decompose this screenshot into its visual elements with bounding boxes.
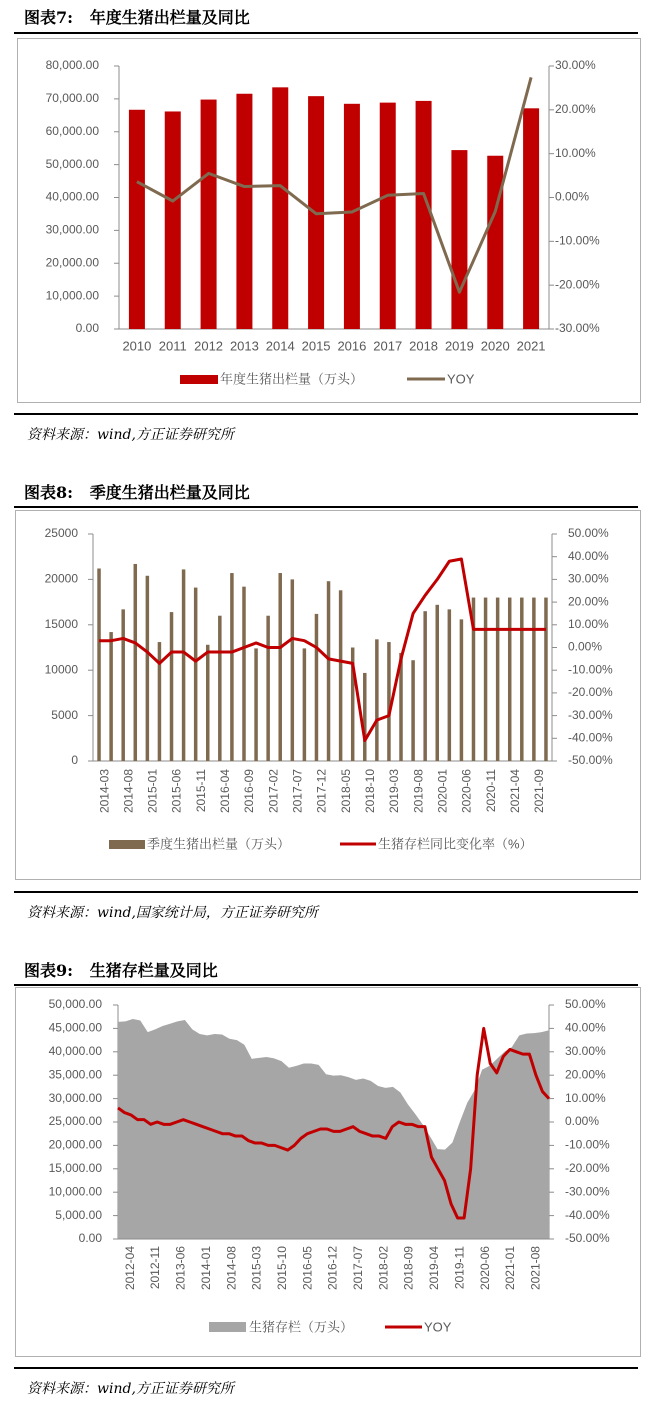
chart7-x-tick-label: 2011 <box>158 338 187 354</box>
figure-7-source: 资料来源：wind,方正证券研究所 <box>27 427 234 443</box>
chart8-x-tick-label: 2017-07 <box>290 769 305 814</box>
quarterly-output-bar <box>544 598 548 761</box>
chart9-y2-tick-label: 30.00% <box>565 1043 606 1058</box>
chart7-y2-tick-label: -20.00% <box>555 277 600 292</box>
chart9-x-tick-label: 2019-04 <box>427 1246 442 1291</box>
chart8-x-tick-label: 2018-10 <box>362 769 377 814</box>
quarterly-output-bar <box>532 598 536 761</box>
chart8-y2-tick-label: -30.00% <box>568 707 613 722</box>
quarterly-output-bar <box>448 609 452 761</box>
chart9-y-tick-label: 25,000.00 <box>48 1114 102 1129</box>
quarterly-output-bar <box>134 564 138 761</box>
chart9-y-tick-label: 40,000.00 <box>48 1043 102 1058</box>
chart8-y-tick-label: 5000 <box>51 707 78 722</box>
chart7-y2-tick-label: -30.00% <box>555 321 600 336</box>
chart9-x-tick-label: 2014-08 <box>224 1246 239 1291</box>
quarterly-output-bar <box>327 581 331 761</box>
chart9-y2-tick-label: -10.00% <box>565 1137 610 1152</box>
chart9-x-tick-label: 2019-11 <box>452 1246 467 1290</box>
legend-bar-label: 季度生猪出栏量（万头） <box>147 836 291 852</box>
chart7-y2-tick-label: 10.00% <box>555 145 596 160</box>
annual-output-bar <box>487 156 503 329</box>
chart8-y2-tick-label: 50.00% <box>568 526 609 541</box>
chart7-y2-tick-label: 0.00% <box>555 189 590 204</box>
quarterly-output-bar <box>436 605 440 761</box>
chart8-y-tick-label: 0 <box>71 753 78 768</box>
chart9-x-tick-label: 2018-09 <box>401 1246 416 1291</box>
chart7-y-tick-label: 80,000.00 <box>45 58 99 73</box>
chart7-y-tick-label: 10,000.00 <box>45 288 99 303</box>
chart7-x-tick-label: 2010 <box>122 338 152 354</box>
chart9-x-tick-label: 2021-08 <box>528 1246 543 1291</box>
chart8-y-tick-label: 20000 <box>44 571 78 586</box>
chart7-y-tick-label: 60,000.00 <box>45 123 99 138</box>
legend-bar-label: 年度生猪出栏量（万头） <box>220 371 364 387</box>
chart9-y-tick-label: 5,000.00 <box>55 1207 102 1222</box>
chart8-x-tick-label: 2016-09 <box>242 769 257 814</box>
quarterly-output-bar <box>109 632 113 761</box>
quarterly-output-bar <box>520 598 524 761</box>
chart8-y2-tick-label: 20.00% <box>568 594 609 609</box>
chart8-x-tick-label: 2019-08 <box>411 769 426 814</box>
quarterly-output-chart <box>16 511 640 879</box>
quarterly-output-bar <box>254 648 258 761</box>
quarterly-output-bar <box>230 573 234 761</box>
chart9-y2-tick-label: 0.00% <box>565 1114 600 1129</box>
legend-line-label: 生猪存栏同比变化率（%） <box>378 836 533 852</box>
chart9-y-tick-label: 20,000.00 <box>48 1137 102 1152</box>
chart7-x-tick-label: 2014 <box>265 338 295 354</box>
quarterly-output-bar <box>315 614 319 761</box>
chart9-y-tick-label: 10,000.00 <box>48 1184 102 1199</box>
annual-output-chart <box>18 39 640 402</box>
quarterly-output-bar <box>484 598 488 761</box>
chart8-x-tick-label: 2014-08 <box>121 769 136 814</box>
chart8-x-tick-label: 2020-11 <box>483 769 498 813</box>
figure-7-bottom-rule <box>14 413 638 415</box>
chart8-y-tick-label: 25000 <box>44 526 78 541</box>
chart9-x-tick-label: 2021-01 <box>503 1246 518 1291</box>
chart8-y2-tick-label: 10.00% <box>568 616 609 631</box>
quarterly-output-bar <box>170 612 174 761</box>
chart8-x-tick-label: 2020-01 <box>435 769 450 814</box>
chart8-y2-tick-label: -40.00% <box>568 730 613 745</box>
chart8-y2-tick-label: 30.00% <box>568 571 609 586</box>
chart9-y2-tick-label: -20.00% <box>565 1160 610 1175</box>
chart9-y-tick-label: 0.00 <box>78 1231 102 1246</box>
legend-area-swatch <box>209 1322 246 1332</box>
quarterly-output-bar <box>339 590 343 761</box>
chart9-x-tick-label: 2016-05 <box>300 1246 315 1291</box>
chart9-y-tick-label: 35,000.00 <box>48 1067 102 1082</box>
figure-7-chart-frame <box>17 38 641 403</box>
quarterly-output-bar <box>158 642 162 761</box>
chart7-y-tick-label: 70,000.00 <box>45 91 99 106</box>
quarterly-output-bar <box>266 616 270 761</box>
chart7-y-tick-label: 50,000.00 <box>45 156 99 171</box>
chart8-x-tick-label: 2015-11 <box>193 769 208 813</box>
chart7-x-tick-label: 2017 <box>373 338 403 354</box>
chart9-y-tick-label: 30,000.00 <box>48 1090 102 1105</box>
chart9-x-tick-label: 2018-02 <box>376 1246 391 1291</box>
quarterly-output-bar <box>121 609 125 761</box>
chart8-y2-tick-label: -50.00% <box>568 753 613 768</box>
quarterly-output-bar <box>146 576 150 761</box>
chart8-x-tick-label: 2017-12 <box>314 769 329 814</box>
chart8-y2-tick-label: 40.00% <box>568 548 609 563</box>
chart9-y2-tick-label: -40.00% <box>565 1207 610 1222</box>
chart9-y2-tick-label: 40.00% <box>565 1020 606 1035</box>
chart8-x-tick-label: 2014-03 <box>97 769 112 814</box>
quarterly-output-bar <box>291 579 295 761</box>
quarterly-output-bar <box>411 660 415 761</box>
quarterly-output-bar <box>363 673 367 761</box>
chart7-y-tick-label: 0.00 <box>75 321 99 336</box>
figure-9-chart-frame <box>15 987 641 1357</box>
chart9-x-tick-label: 2014-01 <box>198 1246 213 1291</box>
chart9-y2-tick-label: 20.00% <box>565 1067 606 1082</box>
legend-bar-swatch <box>180 375 218 384</box>
quarterly-output-bar <box>97 569 101 761</box>
yoy-line <box>137 77 531 292</box>
chart9-x-tick-label: 2015-10 <box>274 1246 289 1291</box>
annual-output-bar <box>344 104 360 329</box>
inventory-area <box>118 1019 549 1239</box>
chart9-x-tick-label: 2020-06 <box>477 1246 492 1291</box>
annual-output-bar <box>416 101 432 329</box>
chart7-x-tick-label: 2013 <box>229 338 259 354</box>
annual-output-bar <box>236 94 252 329</box>
figure-9-title: 图表9: 生猪存栏量及同比 <box>24 961 218 980</box>
chart9-y2-tick-label: -50.00% <box>565 1231 610 1246</box>
chart8-y2-tick-label: 0.00% <box>568 639 603 654</box>
chart8-y-tick-label: 15000 <box>44 616 78 631</box>
chart7-x-tick-label: 2016 <box>337 338 367 354</box>
chart7-x-tick-label: 2020 <box>480 338 510 354</box>
quarterly-output-bar <box>194 588 198 761</box>
chart7-x-tick-label: 2019 <box>444 338 474 354</box>
chart9-y2-tick-label: -30.00% <box>565 1184 610 1199</box>
figure-7-title: 图表7: 年度生猪出栏量及同比 <box>24 8 250 27</box>
quarterly-output-bar <box>182 569 186 761</box>
chart9-x-tick-label: 2017-07 <box>351 1246 366 1291</box>
chart9-x-tick-label: 2013-06 <box>173 1246 188 1291</box>
chart9-y-tick-label: 45,000.00 <box>48 1020 102 1035</box>
figure-8-source: 资料来源：wind,国家统计局，方正证券研究所 <box>27 905 318 921</box>
chart7-x-tick-label: 2012 <box>194 338 224 354</box>
chart8-x-tick-label: 2016-04 <box>218 769 233 814</box>
figure-8-bottom-rule <box>14 891 638 893</box>
quarterly-output-bar <box>387 642 391 761</box>
quarterly-output-bar <box>375 639 379 761</box>
chart7-y2-tick-label: 20.00% <box>555 102 596 117</box>
figure-8-title: 图表8: 季度生猪出栏量及同比 <box>24 483 250 502</box>
chart8-x-tick-label: 2019-03 <box>387 769 402 814</box>
figure-9-bottom-rule <box>14 1367 638 1369</box>
chart7-y-tick-label: 20,000.00 <box>45 255 99 270</box>
figure-8-chart-frame <box>15 510 641 880</box>
figure-9-source: 资料来源：wind,方正证券研究所 <box>27 1381 234 1397</box>
quarterly-output-bar <box>423 611 427 761</box>
chart8-x-tick-label: 2021-04 <box>507 769 522 814</box>
chart9-y-tick-label: 15,000.00 <box>48 1160 102 1175</box>
chart9-y2-tick-label: 10.00% <box>565 1090 606 1105</box>
chart8-y2-tick-label: -20.00% <box>568 685 613 700</box>
chart9-y2-tick-label: 50.00% <box>565 997 606 1012</box>
annual-output-bar <box>523 108 539 329</box>
legend-area-label: 生猪存栏（万头） <box>249 1319 354 1335</box>
legend-line-label: YOY <box>447 371 475 387</box>
chart8-x-tick-label: 2021-09 <box>532 769 547 814</box>
annual-output-bar <box>129 110 145 329</box>
hog-inventory-chart <box>16 988 640 1356</box>
chart9-x-tick-label: 2015-03 <box>249 1246 264 1291</box>
chart9-x-tick-label: 2016-12 <box>325 1246 340 1291</box>
chart8-x-tick-label: 2017-02 <box>266 769 281 814</box>
quarterly-output-bar <box>496 598 500 761</box>
chart7-x-tick-label: 2021 <box>516 338 546 354</box>
chart8-y-tick-label: 10000 <box>44 662 78 677</box>
chart7-y-tick-label: 30,000.00 <box>45 222 99 237</box>
chart8-y2-tick-label: -10.00% <box>568 662 613 677</box>
annual-output-bar <box>451 150 467 329</box>
chart7-x-tick-label: 2015 <box>301 338 331 354</box>
chart8-x-tick-label: 2020-06 <box>459 769 474 814</box>
annual-output-bar <box>165 111 181 329</box>
legend-bar-swatch <box>109 840 145 849</box>
chart8-x-tick-label: 2015-01 <box>145 769 160 814</box>
chart7-y2-tick-label: -10.00% <box>555 233 600 248</box>
chart7-y2-tick-label: 30.00% <box>555 58 596 73</box>
quarterly-output-bar <box>206 645 210 761</box>
chart9-x-tick-label: 2012-11 <box>148 1246 163 1290</box>
quarterly-output-bar <box>242 587 246 761</box>
quarterly-output-bar <box>508 598 512 761</box>
figure-7-top-rule <box>14 32 638 34</box>
chart8-x-tick-label: 2015-06 <box>169 769 184 814</box>
chart8-x-tick-label: 2018-05 <box>338 769 353 814</box>
quarterly-output-bar <box>460 619 464 761</box>
legend-line-label: YOY <box>424 1319 452 1335</box>
quarterly-output-bar <box>218 616 222 761</box>
chart7-y-tick-label: 40,000.00 <box>45 189 99 204</box>
figure-8-top-rule <box>14 506 638 508</box>
chart9-x-tick-label: 2012-04 <box>122 1246 137 1291</box>
annual-output-bar <box>201 100 217 329</box>
quarterly-output-bar <box>303 648 307 761</box>
chart7-x-tick-label: 2018 <box>409 338 439 354</box>
annual-output-bar <box>380 103 396 329</box>
figure-9-top-rule <box>14 984 638 986</box>
chart9-y-tick-label: 50,000.00 <box>48 997 102 1012</box>
inventory-yoy-line <box>99 559 546 741</box>
annual-output-bar <box>272 87 288 329</box>
quarterly-output-bar <box>278 573 282 761</box>
